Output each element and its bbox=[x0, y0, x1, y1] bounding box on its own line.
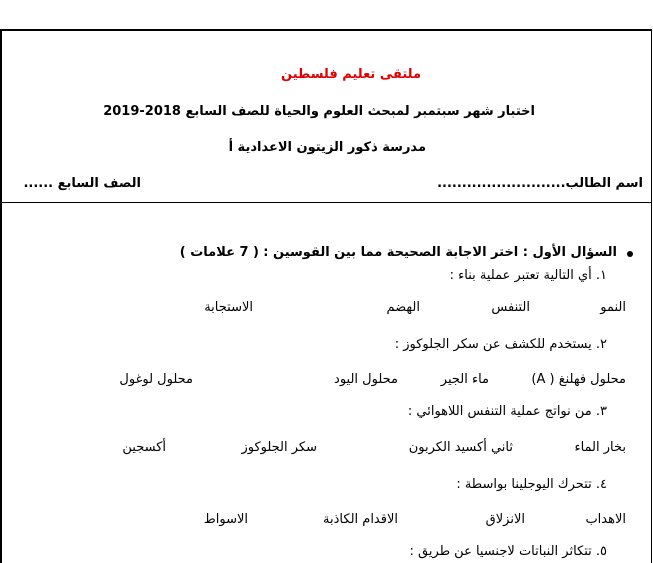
exam-title: اختبار شهر سبتمبر لمبحث العلوم والحياة للصف السابع 2018-2019 bbox=[103, 104, 535, 119]
header-divider bbox=[2, 202, 651, 203]
section-title: السؤال الأول : اختر الاجابة الصحيحة مما بين القوسين : bbox=[263, 245, 617, 260]
student-name-label: اسم الطالب.......................... bbox=[437, 176, 643, 191]
q3-option-4[interactable]: أكسجين bbox=[122, 440, 166, 455]
q2-option-4[interactable]: محلول لوغول bbox=[119, 372, 193, 387]
question-5: ٥. تتكاثر النباتات لاجنسيا عن طريق : bbox=[409, 544, 607, 559]
q2-option-2[interactable]: ماء الجير bbox=[440, 372, 489, 387]
question-1: ١. أي التالية تعتبر عملية بناء : bbox=[449, 268, 607, 283]
school-name: مدرسة ذكور الزيتون الاعدادية أ bbox=[228, 140, 426, 155]
q3-option-3[interactable]: سكر الجلوكوز bbox=[241, 440, 317, 455]
q3-option-2[interactable]: ثاني أكسيد الكربون bbox=[408, 440, 513, 455]
question-3: ٣. من نواتج عملية التنفس اللاهوائي : bbox=[407, 404, 607, 419]
question-2: ٢. يستخدم للكشف عن سكر الجلوكوز : bbox=[394, 337, 607, 352]
q1-option-3[interactable]: الهضم bbox=[386, 300, 420, 315]
q4-option-4[interactable]: الاسواط bbox=[203, 512, 248, 527]
q1-option-1[interactable]: النمو bbox=[600, 300, 626, 315]
q3-option-1[interactable]: بخار الماء bbox=[574, 440, 626, 455]
q1-option-4[interactable]: الاستجابة bbox=[204, 300, 253, 315]
q4-option-3[interactable]: الاقدام الكاذبة bbox=[323, 512, 398, 527]
q1-option-2[interactable]: التنفس bbox=[491, 300, 530, 315]
section-marks: ( 7 علامات ) bbox=[179, 245, 259, 260]
class-label: الصف السابع ...... bbox=[23, 176, 141, 191]
site-name: ملتقى تعليم فلسطين bbox=[281, 67, 421, 82]
bullet-icon bbox=[627, 251, 633, 257]
q2-option-3[interactable]: محلول اليود bbox=[334, 372, 398, 387]
q4-option-1[interactable]: الاهداب bbox=[585, 512, 626, 527]
question-4: ٤. تتحرك اليوجلينا بواسطة : bbox=[456, 477, 607, 492]
q2-option-1[interactable]: محلول فهلنغ ( A) bbox=[531, 372, 626, 387]
q4-option-2[interactable]: الانزلاق bbox=[485, 512, 525, 527]
